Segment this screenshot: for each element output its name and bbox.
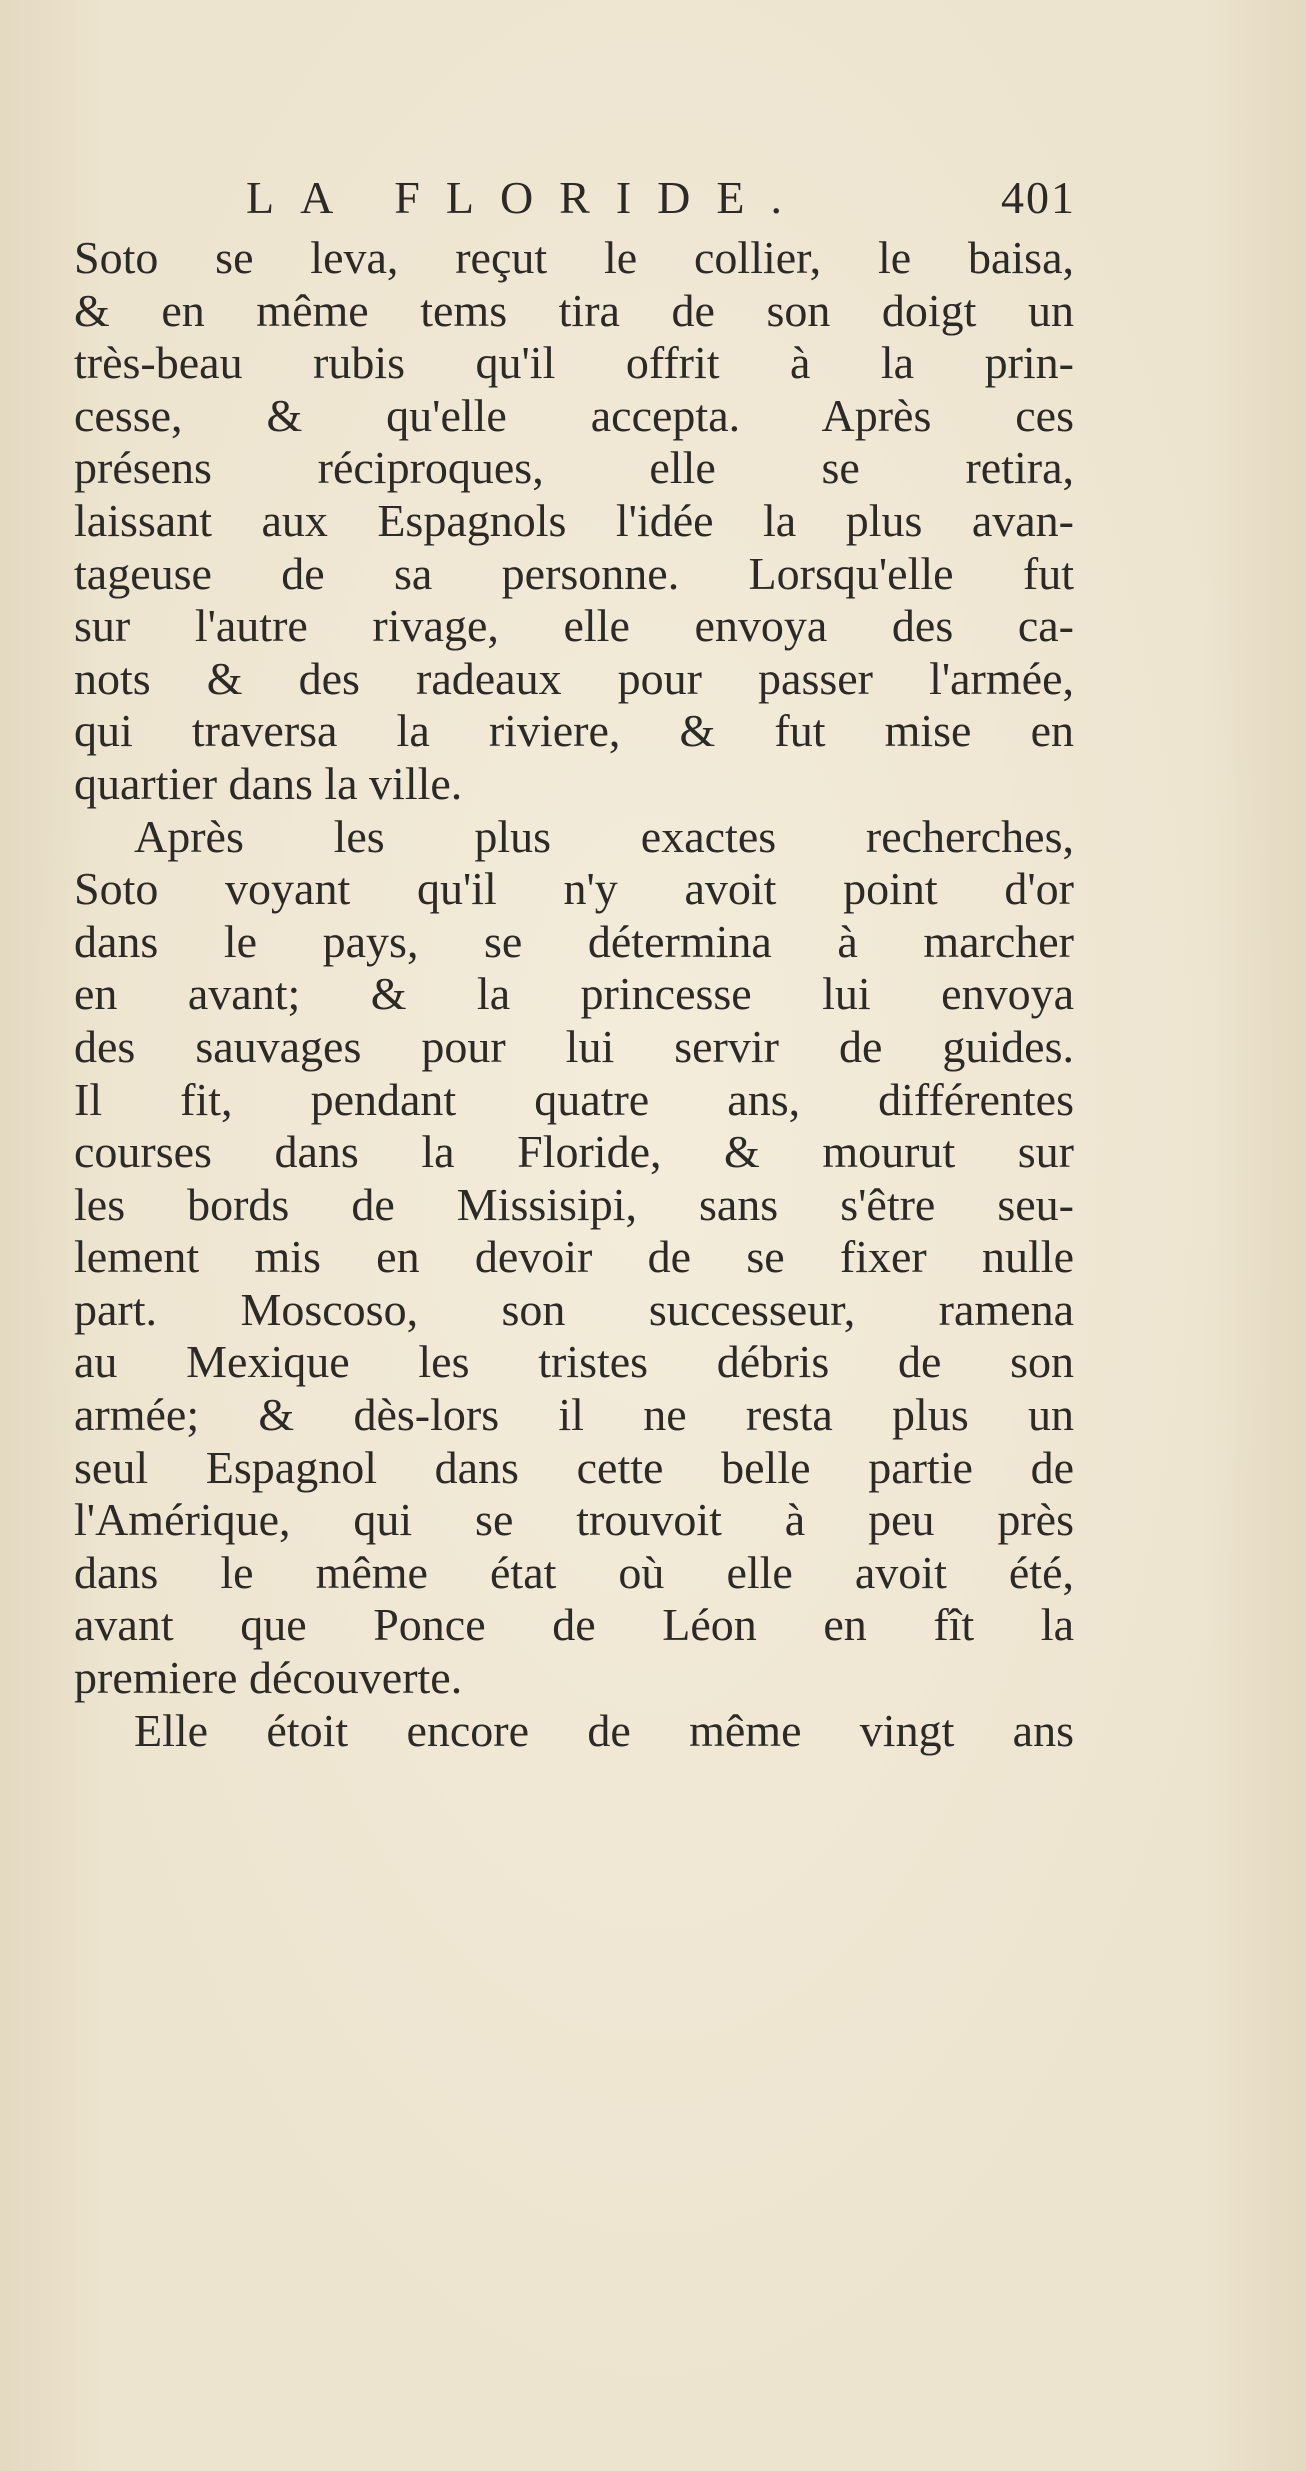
- text-line: avant que Ponce de Léon en fît la: [74, 1599, 1074, 1651]
- text-line: au Mexique les tristes débris de son: [74, 1336, 1074, 1388]
- text-line: seul Espagnol dans cette belle partie de: [74, 1441, 1074, 1493]
- text-line: dans le même état où elle avoit été,: [74, 1546, 1074, 1598]
- text-line: Après les plus exactes recherches,: [134, 810, 1074, 862]
- text-line: présens réciproques, elle se retira,: [74, 442, 1074, 494]
- text-line: Il fit, pendant quatre ans, différentes: [74, 1073, 1074, 1125]
- page-number: 401: [1001, 172, 1076, 223]
- text-line: les bords de Missisipi, sans s'être seu-: [74, 1178, 1074, 1230]
- text-line: nots & des radeaux pour passer l'armée,: [74, 652, 1074, 704]
- text-line: en avant; & la princesse lui envoya: [74, 968, 1074, 1020]
- text-line: tageuse de sa personne. Lorsqu'elle fut: [74, 547, 1074, 599]
- text-line: & en même tems tira de son doigt un: [74, 284, 1074, 336]
- text-line: Soto voyant qu'il n'y avoit point d'or: [74, 863, 1074, 915]
- text-line: armée; & dès-lors il ne resta plus un: [74, 1389, 1074, 1441]
- text-line: laissant aux Espagnols l'idée la plus avan-: [74, 494, 1074, 546]
- text-line: lement mis en devoir de se fixer nulle: [74, 1231, 1074, 1283]
- text-line: sur l'autre rivage, elle envoya des ca-: [74, 600, 1074, 652]
- text-line: Elle étoit encore de même vingt ans: [134, 1704, 1074, 1756]
- text-line: qui traversa la riviere, & fut mise en: [74, 705, 1074, 757]
- text-line: courses dans la Floride, & mourut sur: [74, 1126, 1074, 1178]
- text-line: Soto se leva, reçut le collier, le baisa,: [74, 232, 1074, 283]
- text-line: des sauvages pour lui servir de guides.: [74, 1020, 1074, 1072]
- body-text: [74, 232, 1074, 1757]
- text-line: part. Moscoso, son successeur, ramena: [74, 1283, 1074, 1335]
- text-line: très-beau rubis qu'il offrit à la prin-: [74, 337, 1074, 389]
- text-line: premiere découverte.: [74, 1652, 463, 1704]
- text-line: dans le pays, se détermina à marcher: [74, 915, 1074, 967]
- text-line: l'Amérique, qui se trouvoit à peu près: [74, 1494, 1074, 1546]
- text-line: cesse, & qu'elle accepta. Après ces: [74, 389, 1074, 441]
- running-title: LA FLORIDE.: [246, 172, 808, 223]
- text-line: quartier dans la ville.: [74, 757, 463, 809]
- page-header: [246, 168, 1076, 228]
